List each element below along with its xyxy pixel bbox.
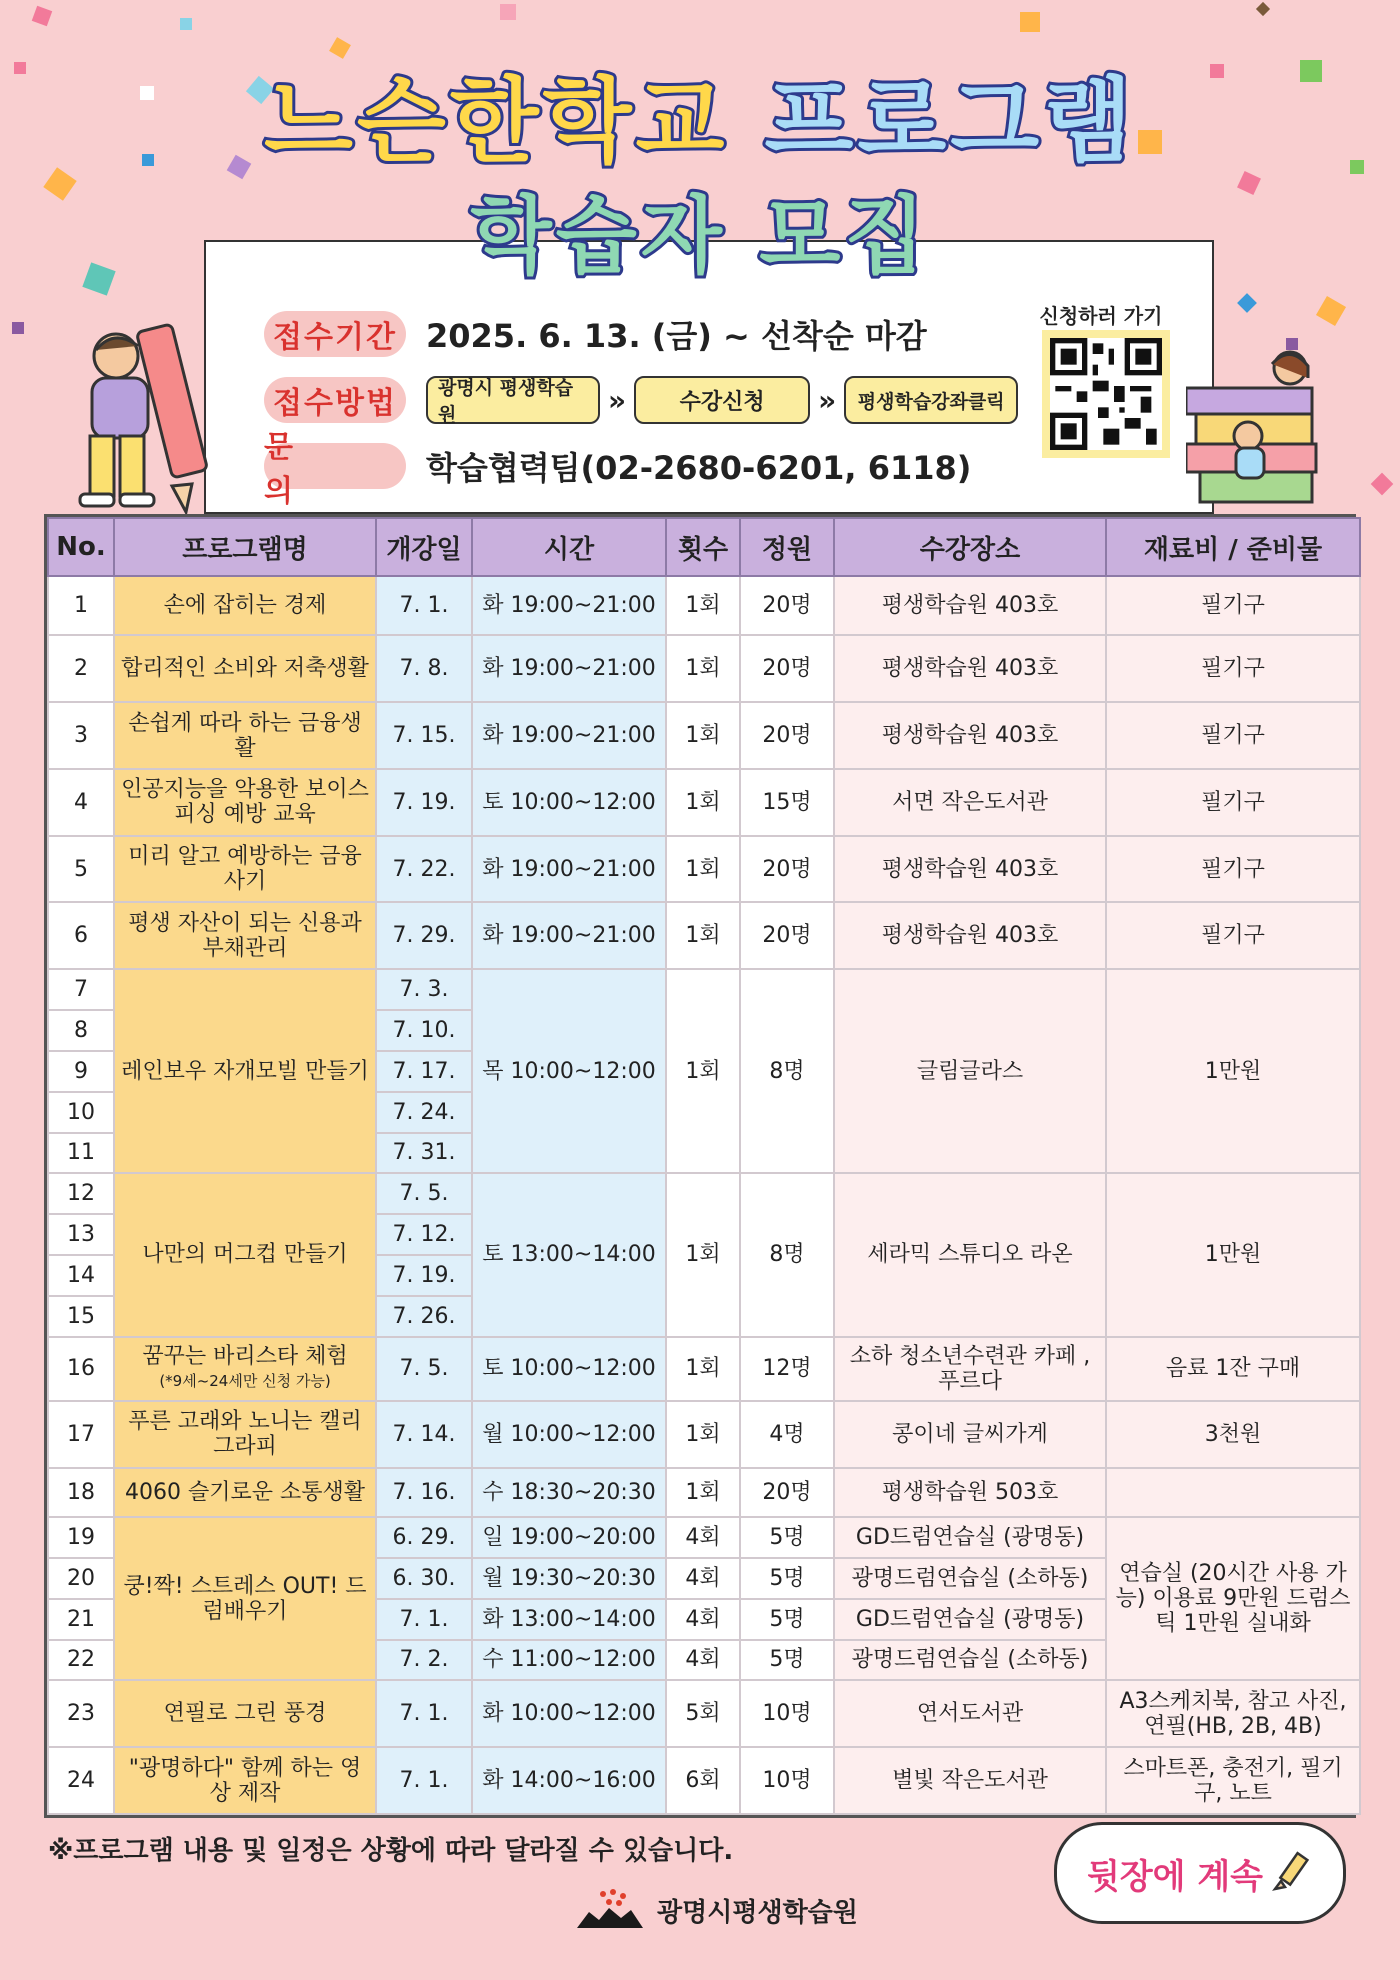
row-time: 화 19:00~21:00 [472, 902, 666, 969]
row-program-name: 연필로 그린 풍경 [114, 1680, 376, 1747]
table-row [48, 902, 1360, 969]
row-place: 글림글라스 [834, 969, 1106, 1173]
period-value: 2025. 6. 13. (금) ~ 선착순 마감 [426, 317, 927, 355]
row-time: 화 14:00~16:00 [472, 1747, 666, 1814]
row-date: 7. 12. [376, 1214, 472, 1255]
row-count: 1회 [666, 1173, 740, 1336]
row-capacity: 12명 [740, 1337, 834, 1401]
row-date: 7. 17. [376, 1051, 472, 1092]
row-time: 토 10:00~12:00 [472, 1337, 666, 1401]
row-place: 서면 작은도서관 [834, 769, 1106, 836]
row-materials: 스마트폰, 충전기, 필기구, 노트 [1106, 1747, 1360, 1814]
contact-row [264, 430, 972, 509]
contact-label: 문 의 [264, 443, 406, 489]
period-row [264, 310, 927, 358]
row-date: 7. 19. [376, 769, 472, 836]
row-materials: 음료 1잔 구매 [1106, 1337, 1360, 1401]
row-program-name: 손에 잡히는 경제 [114, 576, 376, 635]
qr-label: 신청하러 가기 [1039, 304, 1163, 328]
header-place: 수강장소 [834, 518, 1106, 576]
row-no: 18 [48, 1468, 114, 1517]
row-no: 8 [48, 1010, 114, 1051]
qr-code-icon [1050, 338, 1162, 450]
table-header-row [48, 518, 1360, 576]
method-row [264, 376, 1018, 424]
double-chevron-right-icon: » [818, 383, 837, 417]
header-no: No. [48, 518, 114, 576]
row-place: 연서도서관 [834, 1680, 1106, 1747]
table-row [48, 969, 1360, 1010]
row-no: 17 [48, 1401, 114, 1468]
row-count: 1회 [666, 1337, 740, 1401]
row-date: 7. 16. [376, 1468, 472, 1517]
row-date: 7. 3. [376, 969, 472, 1010]
row-no: 24 [48, 1747, 114, 1814]
contact-value: 학습협력팀(02-2680-6201, 6118) [426, 449, 972, 487]
row-time: 화 19:00~21:00 [472, 836, 666, 903]
row-place: 평생학습원 403호 [834, 635, 1106, 702]
row-time: 목 10:00~12:00 [472, 969, 666, 1173]
row-no: 20 [48, 1558, 114, 1599]
row-time: 화 19:00~21:00 [472, 702, 666, 769]
row-place: 콩이네 글씨가게 [834, 1401, 1106, 1468]
row-program-name [114, 1337, 376, 1401]
row-materials: A3스케치북, 참고 사진, 연필(HB, 2B, 4B) [1106, 1680, 1360, 1747]
row-count: 4회 [666, 1599, 740, 1640]
header-materials: 재료비 / 준비물 [1106, 518, 1360, 576]
row-date: 7. 1. [376, 1599, 472, 1640]
row-date: 7. 29. [376, 902, 472, 969]
qr-code[interactable] [1042, 330, 1170, 458]
row-date: 7. 31. [376, 1133, 472, 1174]
row-program-name: 나만의 머그컵 만들기 [114, 1173, 376, 1336]
row-date: 7. 1. [376, 1747, 472, 1814]
header-count: 횟수 [666, 518, 740, 576]
table-row [48, 635, 1360, 702]
row-materials: 필기구 [1106, 836, 1360, 903]
row-time: 화 13:00~14:00 [472, 1599, 666, 1640]
pencil-icon [1269, 1851, 1313, 1895]
title-part-1: 느슨한학교 [264, 68, 729, 175]
table-row [48, 769, 1360, 836]
row-date: 7. 19. [376, 1255, 472, 1296]
row-capacity: 20명 [740, 702, 834, 769]
row-count: 1회 [666, 1401, 740, 1468]
header-start-date: 개강일 [376, 518, 472, 576]
row-program-name: 쿵!짝! 스트레스 OUT! 드럼배우기 [114, 1517, 376, 1680]
org-emblem-icon [575, 1888, 645, 1932]
row-date: 7. 15. [376, 702, 472, 769]
row-place: 평생학습원 403호 [834, 836, 1106, 903]
table-row [48, 1337, 1360, 1401]
row-materials: 필기구 [1106, 576, 1360, 635]
row-capacity: 8명 [740, 1173, 834, 1336]
row-time: 화 19:00~21:00 [472, 635, 666, 702]
row-no: 10 [48, 1092, 114, 1133]
row-materials: 필기구 [1106, 902, 1360, 969]
row-date: 7. 14. [376, 1401, 472, 1468]
title-line-2: 학습자 모집 [470, 187, 930, 285]
row-date: 7. 26. [376, 1296, 472, 1337]
row-capacity: 20명 [740, 635, 834, 702]
header-capacity: 정원 [740, 518, 834, 576]
row-capacity: 10명 [740, 1680, 834, 1747]
table-row [48, 1173, 1360, 1214]
row-no: 16 [48, 1337, 114, 1401]
row-capacity: 5명 [740, 1599, 834, 1640]
row-place: 평생학습원 403호 [834, 576, 1106, 635]
row-no: 9 [48, 1051, 114, 1092]
program-name-text: 꿈꾸는 바리스타 체험 [142, 1343, 348, 1369]
row-date: 7. 22. [376, 836, 472, 903]
row-place: 평생학습원 403호 [834, 902, 1106, 969]
row-no: 2 [48, 635, 114, 702]
table-row [48, 1517, 1360, 1558]
row-count: 1회 [666, 769, 740, 836]
table-row [48, 576, 1360, 635]
row-capacity: 15명 [740, 769, 834, 836]
row-materials: 1만원 [1106, 969, 1360, 1173]
row-materials: 연습실 (20시간 사용 가능) 이용료 9만원 드럼스틱 1만원 실내화 [1106, 1517, 1360, 1680]
period-label: 접수기간 [264, 311, 406, 357]
books-kids-illustration [1186, 348, 1336, 514]
row-no: 7 [48, 969, 114, 1010]
row-place: 평생학습원 503호 [834, 1468, 1106, 1517]
row-materials: 필기구 [1106, 635, 1360, 702]
row-no: 22 [48, 1640, 114, 1681]
continue-back-button[interactable] [1054, 1822, 1346, 1924]
row-no: 6 [48, 902, 114, 969]
row-program-name: 4060 슬기로운 소통생활 [114, 1468, 376, 1517]
row-count: 1회 [666, 969, 740, 1173]
row-no: 13 [48, 1214, 114, 1255]
header-time: 시간 [472, 518, 666, 576]
step-course-click-button[interactable]: 평생학습강좌클릭 [844, 376, 1018, 424]
pencil-girl-illustration [54, 316, 244, 516]
row-no: 5 [48, 836, 114, 903]
table-row [48, 836, 1360, 903]
row-materials [1106, 1468, 1360, 1517]
row-capacity: 20명 [740, 1468, 834, 1517]
title-part-2: 프로그램 [764, 68, 1136, 175]
row-capacity: 20명 [740, 576, 834, 635]
table-row [48, 1747, 1360, 1814]
schedule-footnote: ※프로그램 내용 및 일정은 상황에 따라 달라질 수 있습니다. [48, 1836, 734, 1866]
row-count: 1회 [666, 576, 740, 635]
row-no: 4 [48, 769, 114, 836]
row-capacity: 20명 [740, 902, 834, 969]
row-count: 1회 [666, 836, 740, 903]
row-count: 4회 [666, 1517, 740, 1558]
row-no: 11 [48, 1133, 114, 1174]
row-capacity: 5명 [740, 1558, 834, 1599]
row-place: 세라믹 스튜디오 라온 [834, 1173, 1106, 1336]
header-program: 프로그램명 [114, 518, 376, 576]
row-no: 1 [48, 576, 114, 635]
row-program-name: 레인보우 자개모빌 만들기 [114, 969, 376, 1173]
row-count: 1회 [666, 1468, 740, 1517]
row-date: 7. 2. [376, 1640, 472, 1681]
row-capacity: 8명 [740, 969, 834, 1173]
double-chevron-right-icon: » [608, 383, 627, 417]
row-count: 6회 [666, 1747, 740, 1814]
row-program-name: 평생 자산이 되는 신용과 부채관리 [114, 902, 376, 969]
row-materials: 필기구 [1106, 769, 1360, 836]
row-date: 7. 1. [376, 1680, 472, 1747]
row-no: 21 [48, 1599, 114, 1640]
row-program-name: 푸른 고래와 노니는 캘리그라피 [114, 1401, 376, 1468]
row-place: GD드럼연습실 (광명동) [834, 1517, 1106, 1558]
row-date: 7. 5. [376, 1337, 472, 1401]
row-place: 광명드럼연습실 (소하동) [834, 1640, 1106, 1681]
poster-title [0, 68, 1400, 176]
continue-back-label: 뒷장에 계속 [1086, 1856, 1264, 1897]
row-time: 토 10:00~12:00 [472, 769, 666, 836]
row-time: 일 19:00~20:00 [472, 1517, 666, 1558]
row-date: 7. 10. [376, 1010, 472, 1051]
row-program-name: 손쉽게 따라 하는 금융생활 [114, 702, 376, 769]
row-no: 12 [48, 1173, 114, 1214]
row-place: 소하 청소년수련관 카페 , 푸르다 [834, 1337, 1106, 1401]
row-time: 수 11:00~12:00 [472, 1640, 666, 1681]
step-institute-button[interactable]: 광명시 평생학습원 [426, 376, 600, 424]
row-date: 7. 8. [376, 635, 472, 702]
row-count: 1회 [666, 702, 740, 769]
row-place: 별빛 작은도서관 [834, 1747, 1106, 1814]
row-count: 1회 [666, 635, 740, 702]
row-materials: 3천원 [1106, 1401, 1360, 1468]
row-time: 토 13:00~14:00 [472, 1173, 666, 1336]
org-logo [575, 1888, 858, 1932]
row-no: 19 [48, 1517, 114, 1558]
program-table [44, 514, 1356, 1818]
row-capacity: 5명 [740, 1640, 834, 1681]
table-row [48, 702, 1360, 769]
table-row [48, 1468, 1360, 1517]
row-time: 수 18:30~20:30 [472, 1468, 666, 1517]
row-materials: 1만원 [1106, 1173, 1360, 1336]
row-date: 6. 30. [376, 1558, 472, 1599]
row-time: 월 19:30~20:30 [472, 1558, 666, 1599]
row-place: GD드럼연습실 (광명동) [834, 1599, 1106, 1640]
row-time: 화 10:00~12:00 [472, 1680, 666, 1747]
table-row [48, 1401, 1360, 1468]
row-count: 4회 [666, 1640, 740, 1681]
row-time: 화 19:00~21:00 [472, 576, 666, 635]
row-capacity: 20명 [740, 836, 834, 903]
row-capacity: 5명 [740, 1517, 834, 1558]
row-date: 7. 1. [376, 576, 472, 635]
row-program-name: 합리적인 소비와 저축생활 [114, 635, 376, 702]
row-date: 7. 24. [376, 1092, 472, 1133]
row-capacity: 4명 [740, 1401, 834, 1468]
row-no: 23 [48, 1680, 114, 1747]
row-program-name: "광명하다" 함께 하는 영상 제작 [114, 1747, 376, 1814]
method-label: 접수방법 [264, 377, 406, 423]
row-no: 14 [48, 1255, 114, 1296]
program-age-note: (*9세~24세만 신청 가능) [159, 1371, 331, 1390]
row-place: 평생학습원 403호 [834, 702, 1106, 769]
row-count: 1회 [666, 902, 740, 969]
row-date: 6. 29. [376, 1517, 472, 1558]
row-no: 3 [48, 702, 114, 769]
row-count: 5회 [666, 1680, 740, 1747]
row-date: 7. 5. [376, 1173, 472, 1214]
row-place: 광명드럼연습실 (소하동) [834, 1558, 1106, 1599]
row-materials: 필기구 [1106, 702, 1360, 769]
org-name: 광명시평생학습원 [657, 1897, 858, 1928]
row-program-name: 미리 알고 예방하는 금융사기 [114, 836, 376, 903]
row-count: 4회 [666, 1558, 740, 1599]
row-time: 월 10:00~12:00 [472, 1401, 666, 1468]
row-program-name: 인공지능을 악용한 보이스피싱 예방 교육 [114, 769, 376, 836]
row-no: 15 [48, 1296, 114, 1337]
row-capacity: 10명 [740, 1747, 834, 1814]
step-register-button[interactable]: 수강신청 [634, 376, 810, 424]
table-row [48, 1680, 1360, 1747]
